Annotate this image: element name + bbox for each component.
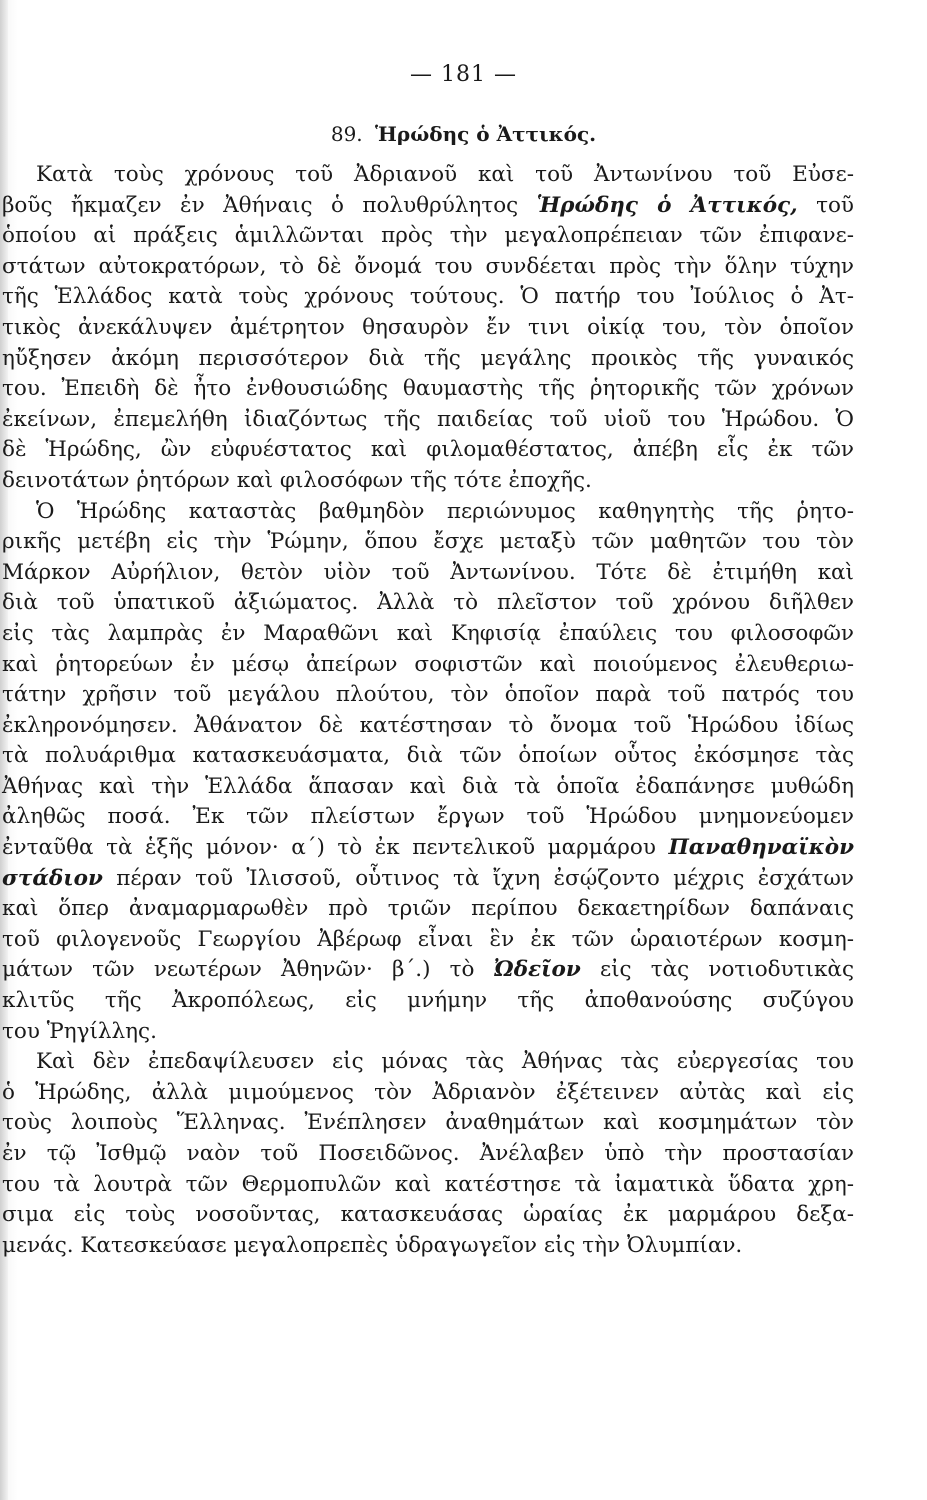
- text-line: [2, 955, 854, 986]
- text-line: Ἀθήνας καὶ τὴν Ἑλλάδα ἅπασαν καὶ διὰ τὰ ὁποῖα ἐδαπάνησε μυθώδη: [2, 773, 854, 799]
- text-line: ὁ Ἡρώδης, ἀλλὰ μιμούμενος τὸν Ἀδριανὸν ἐξέτεινεν αὐτὰς καὶ εἰς: [2, 1079, 854, 1105]
- text-line: ἐκείνων, ἐπεμελήθη ἰδιαζόντως τῆς παιδείας τοῦ υἱοῦ του Ἡρώδου. Ὁ: [2, 406, 854, 432]
- section-number: 89.: [330, 122, 363, 146]
- text-span: πέραν τοῦ Ἰλισσοῦ, οὗτινος τὰ ἴχνη ἐσῴζοντο μέχρις ἐσχάτων: [116, 865, 854, 891]
- text-line: τὰ πολυάριθμα κατασκευάσματα, διὰ τῶν ὁποίων οὗτος ἐκόσμησε τὰς: [2, 743, 854, 769]
- text-line: ρικῆς μετέβη εἰς τὴν Ῥώμην, ὅπου ἔσχε μεταξὺ τῶν μαθητῶν του τὸν: [2, 529, 854, 555]
- text-span: βοῦς ἤκμαζεν ἐν Ἀθήναις ὁ πολυθρύλητος: [2, 192, 519, 218]
- text-line: καὶ ῥητορεύων ἐν μέσῳ ἀπείρων σοφιστῶν καὶ ποιούμενος ἐλευθεριω-: [2, 651, 854, 677]
- text-line: ἀληθῶς ποσά. Ἐκ τῶν πλείστων ἔργων τοῦ Ἡρώδου μνημονεύομεν: [2, 804, 854, 830]
- text-line: ἐκληρονόμησεν. Ἀθάνατον δὲ κατέστησαν τὸ ὄνομα τοῦ Ἡρώδου ἰδίως: [2, 712, 854, 738]
- emphasized-name: Ἡρώδης ὁ Ἀττικός,: [536, 192, 798, 218]
- text-line: [2, 191, 854, 222]
- section-title: [0, 122, 927, 146]
- text-line: του τὰ λουτρὰ τῶν Θερμοπυλῶν καὶ κατέστησε τὰ ἰαματικὰ ὕδατα χρη-: [2, 1171, 854, 1197]
- text-line: διὰ τοῦ ὑπατικοῦ ἀξιώματος. Ἀλλὰ τὸ πλεῖστον τοῦ χρόνου διῆλθεν: [2, 590, 854, 616]
- text-span: ἐνταῦθα τὰ ἑξῆς μόνον· α΄) τὸ ἐκ πεντελικοῦ μαρμάρου: [2, 835, 656, 861]
- text-line: Καὶ δὲν ἐπεδαψίλευσεν εἰς μόνας τὰς Ἀθήνας τὰς εὐεργεσίας του: [36, 1049, 854, 1075]
- text-line: καὶ ὅπερ ἀναμαρμαρωθὲν πρὸ τριῶν περίπου δεκαετηρίδων δαπάναις: [2, 896, 854, 922]
- text-line: δεινοτάτων ῥητόρων καὶ φιλοσόφων τῆς τότε ἐποχῆς.: [2, 467, 592, 493]
- text-line: τοῦ φιλογενοῦς Γεωργίου Ἀβέρωφ εἶναι ἓν ἐκ τῶν ὡραιοτέρων κοσμη-: [2, 926, 854, 952]
- text-line: τάτην χρῆσιν τοῦ μεγάλου πλούτου, τὸν ὁποῖον παρὰ τοῦ πατρός του: [2, 682, 854, 708]
- text-line: Μάρκον Αὐρήλιον, θετὸν υἱὸν τοῦ Ἀντωνίνου. Τότε δὲ ἐτιμήθη καὶ: [2, 559, 854, 585]
- text-span: εἰς τὰς νοτιοδυτικὰς: [599, 957, 854, 983]
- text-line: του. Ἐπειδὴ δὲ ἦτο ἐνθουσιώδης θαυμαστὴς τῆς ῥητορικῆς τῶν χρόνων: [2, 376, 854, 402]
- text-line: Κατὰ τοὺς χρόνους τοῦ Ἀδριανοῦ καὶ τοῦ Ἀντωνίνου τοῦ Εὐσε-: [36, 162, 854, 187]
- text-line: ὁποίου αἱ πράξεις ἁμιλλῶνται πρὸς τὴν μεγαλοπρέπειαν τῶν ἐπιφανε-: [2, 223, 854, 249]
- text-line: στάτων αὐτοκρατόρων, τὸ δὲ ὄνομά του συνδέεται πρὸς τὴν ὅλην τύχην: [2, 253, 854, 279]
- emphasized-name: στάδιον: [2, 865, 103, 891]
- text-line: τῆς Ἑλλάδος κατὰ τοὺς χρόνους τούτους. Ὁ πατήρ του Ἰούλιος ὁ Ἀτ-: [2, 284, 854, 310]
- text-line: κλιτῦς τῆς Ἀκροπόλεως, εἰς μνήμην τῆς ἀποθανούσης συζύγου: [2, 988, 854, 1014]
- text-line: μενάς. Κατεσκεύασε μεγαλοπρεπὲς ὑδραγωγεῖον εἰς τὴν Ὀλυμπίαν.: [2, 1232, 743, 1258]
- text-line: σιμα εἰς τοὺς νοσοῦντας, κατασκευάσας ὡραίας ἐκ μαρμάρου δεξα-: [2, 1202, 854, 1228]
- text-line: ἐν τῷ Ἰσθμῷ ναὸν τοῦ Ποσειδῶνος. Ἀνέλαβεν ὑπὸ τὴν προστασίαν: [2, 1141, 854, 1166]
- text-line: τοὺς λοιποὺς Ἕλληνας. Ἐνέπλησεν ἀναθημάτων καὶ κοσμημάτων τὸν: [2, 1110, 854, 1136]
- text-line: [2, 833, 854, 864]
- section-heading: Ἡρώδης ὁ Ἀττικός.: [375, 122, 597, 146]
- text-span: τοῦ: [816, 192, 854, 218]
- text-line: τικὸς ἀνεκάλυψεν ἀμέτρητον θησαυρὸν ἔν τινι οἰκίᾳ του, τὸν ὁποῖον: [2, 314, 854, 340]
- text-line: ηὔξησεν ἀκόμη περισσότερον διὰ τῆς μεγάλης προικὸς τῆς γυναικός: [2, 345, 854, 371]
- text-line: του Ῥηγίλλης.: [2, 1018, 157, 1044]
- page-number: — 181 —: [410, 62, 517, 87]
- text-line: [2, 864, 854, 895]
- emphasized-name: Ὠδεῖον: [493, 957, 581, 983]
- emphasized-name: Παναθηναϊκὸν: [668, 835, 854, 861]
- text-line: δὲ Ἡρώδης, ὢν εὐφυέστατος καὶ φιλομαθέστατος, ἀπέβη εἷς ἐκ τῶν: [2, 437, 854, 463]
- text-line: Ὁ Ἡρώδης καταστὰς βαθμηδὸν περιώνυμος καθηγητὴς τῆς ῥητο-: [36, 498, 854, 524]
- body-text: [2, 160, 854, 1261]
- text-line: εἰς τὰς λαμπρὰς ἐν Μαραθῶνι καὶ Κηφισίᾳ ἐπαύλεις του φιλοσοφῶν: [2, 620, 854, 646]
- text-span: μάτων τῶν νεωτέρων Ἀθηνῶν· β΄.) τὸ: [2, 957, 475, 983]
